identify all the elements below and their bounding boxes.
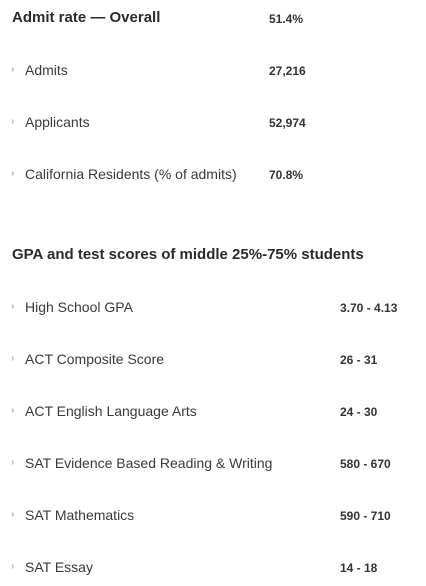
row-value: 14 - 18 <box>340 561 378 575</box>
chevron-right-icon: › <box>11 116 15 127</box>
row-label: SAT Evidence Based Reading & Writing <box>25 455 273 471</box>
row-label: ACT English Language Arts <box>25 403 197 419</box>
row-label: ACT Composite Score <box>25 351 165 367</box>
row-value: 70.8% <box>269 168 304 182</box>
chevron-right-icon: › <box>11 561 15 572</box>
chevron-right-icon: › <box>11 64 15 75</box>
row-value: 52,974 <box>269 116 306 130</box>
row-value: 3.70 - 4.13 <box>340 301 398 315</box>
score-row-act-composite[interactable] <box>0 350 426 370</box>
row-value: 580 - 670 <box>340 457 391 471</box>
row-value: 24 - 30 <box>340 405 378 419</box>
score-row-sat-ebrw[interactable] <box>0 454 426 474</box>
admit-rate-value: 51.4% <box>269 12 304 26</box>
row-value: 26 - 31 <box>340 353 378 367</box>
chevron-right-icon: › <box>11 168 15 179</box>
score-row-act-english[interactable] <box>0 402 426 422</box>
chevron-right-icon: › <box>11 405 15 416</box>
row-label: SAT Mathematics <box>25 507 135 523</box>
chevron-right-icon: › <box>11 301 15 312</box>
chevron-right-icon: › <box>11 509 15 520</box>
row-label: SAT Essay <box>25 559 93 575</box>
score-row-sat-math[interactable] <box>0 506 426 526</box>
admit-row-california-residents[interactable] <box>0 165 426 185</box>
row-label: Admits <box>25 62 68 78</box>
score-row-high-school-gpa[interactable] <box>0 298 426 318</box>
admit-rate-heading: Admit rate — Overall <box>12 9 161 26</box>
score-row-sat-essay[interactable] <box>0 558 426 578</box>
row-label: Applicants <box>25 114 90 130</box>
admit-row-applicants[interactable] <box>0 113 426 133</box>
admit-row-admits[interactable] <box>0 61 426 81</box>
row-label: California Residents (% of admits) <box>25 166 237 182</box>
row-value: 590 - 710 <box>340 509 391 523</box>
scores-heading: GPA and test scores of middle 25%-75% students <box>12 246 364 263</box>
chevron-right-icon: › <box>11 353 15 364</box>
chevron-right-icon: › <box>11 457 15 468</box>
row-label: High School GPA <box>25 299 133 315</box>
row-value: 27,216 <box>269 64 306 78</box>
